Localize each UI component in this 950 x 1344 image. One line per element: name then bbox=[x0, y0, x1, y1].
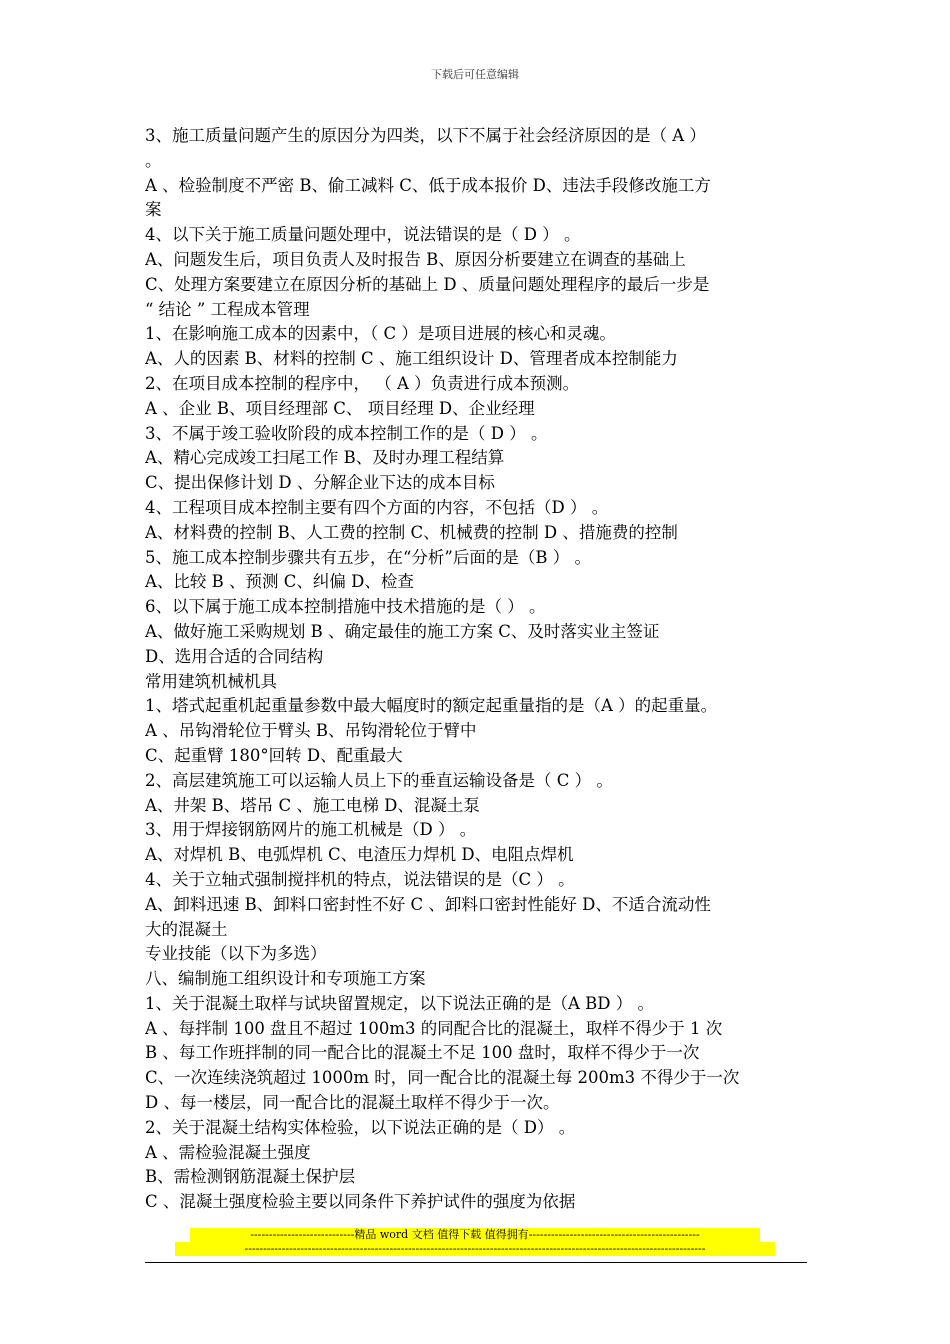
text-line: A 、需检验混凝土强度 bbox=[145, 1142, 311, 1162]
page-header: 下载后可任意编辑 bbox=[431, 68, 519, 81]
text-line: 1、关于混凝土取样与试块留置规定，以下说法正确的是（A BD ） 。 bbox=[145, 993, 655, 1013]
text-line: 大的混凝土 bbox=[145, 919, 228, 939]
text-line: 6、以下属于施工成本控制措施中技术措施的是（ ） 。 bbox=[145, 597, 546, 617]
text-line: A、井架 B、塔吊 C 、施工电梯 D、混凝土泵 bbox=[145, 795, 480, 815]
text-line: 4、以下关于施工质量问题处理中，说法错误的是（ D ） 。 bbox=[145, 225, 581, 245]
text-line: B 、每工作班拌制的同一配合比的混凝土不足 100 盘时，取样不得少于一次 bbox=[145, 1043, 700, 1063]
footer-dash-line: ---------------------------------------------------------------------------------------------------------------------------- bbox=[175, 1242, 775, 1256]
text-line: D 、每一楼层，同一配合比的混凝土取样不得少于一次。 bbox=[145, 1093, 560, 1113]
text-line: C、提出保修计划 D 、分解企业下达的成本目标 bbox=[145, 473, 495, 493]
section-heading: 常用建筑机械机具 bbox=[145, 671, 277, 691]
text-line: C 、混凝土强度检验主要以同条件下养护试件的强度为依据 bbox=[145, 1192, 576, 1212]
text-line: 2、关于混凝土结构实体检验，以下说法正确的是（ D） 。 bbox=[145, 1117, 576, 1137]
text-line: 1、塔式起重机起重量参数中最大幅度时的额定起重量指的是（A ）的起重量。 bbox=[145, 696, 718, 716]
section-heading: 八、编制施工组织设计和专项施工方案 bbox=[145, 969, 426, 989]
text-line: A、做好施工采购规划 B 、确定最佳的施工方案 C、及时落实业主签证 bbox=[145, 621, 660, 641]
text-line: 1、在影响施工成本的因素中，（ C ）是项目进展的核心和灵魂。 bbox=[145, 324, 616, 344]
text-line: 3、用于焊接钢筋网片的施工机械是（D ） 。 bbox=[145, 820, 477, 840]
text-line: 3、施工质量问题产生的原因分为四类，以下不属于社会经济原因的是（ A ） bbox=[145, 126, 706, 145]
text-line: A、人的因素 B、材料的控制 C 、施工组织设计 D、管理者成本控制能力 bbox=[145, 349, 678, 369]
text-line: A、材料费的控制 B、人工费的控制 C、机械费的控制 D 、措施费的控制 bbox=[145, 522, 678, 542]
text-line: 2、高层建筑施工可以运输人员上下的垂直运输设备是（ C ） 。 bbox=[145, 770, 613, 790]
text-line: A 、企业 B、项目经理部 C、 项目经理 D、企业经理 bbox=[145, 398, 535, 418]
text-line: A、比较 B 、预测 C、纠偏 D、检查 bbox=[145, 572, 414, 592]
text-line: C、一次连续浇筑超过 1000m 时，同一配合比的混凝土每 200m3 不得少于一次 bbox=[145, 1068, 740, 1088]
text-line: C、起重臂 180°回转 D、配重最大 bbox=[145, 745, 403, 765]
text-line: A 、每拌制 100 盘且不超过 100m3 的同配合比的混凝土，取样不得少于 1 次 bbox=[145, 1018, 723, 1038]
text-line: 5、施工成本控制步骤共有五步，在“分析”后面的是（B ） 。 bbox=[145, 547, 591, 567]
section-heading: 专业技能（以下为多选） bbox=[145, 944, 327, 964]
text-line: 。 bbox=[145, 150, 162, 170]
text-line: C、处理方案要建立在原因分析的基础上 D 、质量问题处理程序的最后一步是 bbox=[145, 274, 710, 294]
text-line: “ 结论 ” 工程成本管理 bbox=[145, 299, 310, 319]
text-line: A、对焊机 B、电弧焊机 C、电渣压力焊机 D、电阻点焊机 bbox=[145, 845, 574, 865]
page-footer bbox=[0, 1228, 950, 1256]
footer-divider bbox=[145, 1262, 807, 1263]
text-line: 案 bbox=[145, 200, 162, 220]
text-line: B、需检测钢筋混凝土保护层 bbox=[145, 1167, 356, 1187]
text-line: A、精心完成竣工扫尾工作 B、及时办理工程结算 bbox=[145, 448, 505, 468]
text-line: A、卸料迅速 B、卸料口密封性不好 C 、卸料口密封性能好 D、不适合流动性 bbox=[145, 894, 711, 914]
footer-banner: ----------------------------精品 word 文档 值得下载 值得拥有---------------------------------------------- bbox=[190, 1228, 760, 1242]
document-body bbox=[145, 124, 810, 1215]
text-line: A 、检验制度不严密 B、偷工减料 C、低于成本报价 D、违法手段修改施工方 bbox=[145, 175, 711, 195]
text-line: A、问题发生后，项目负责人及时报告 B、原因分析要建立在调查的基础上 bbox=[145, 249, 686, 269]
text-line: 4、关于立轴式强制搅拌机的特点，说法错误的是（C ） 。 bbox=[145, 869, 575, 889]
text-line: A 、吊钩滑轮位于臂头 B、吊钩滑轮位于臂中 bbox=[145, 721, 477, 741]
text-line: 2、在项目成本控制的程序中， （ A ）负责进行成本预测。 bbox=[145, 373, 580, 393]
text-line: D、选用合适的合同结构 bbox=[145, 646, 324, 666]
text-line: 4、工程项目成本控制主要有四个方面的内容，不包括（D ） 。 bbox=[145, 497, 609, 517]
text-line: 3、不属于竣工验收阶段的成本控制工作的是（ D ） 。 bbox=[145, 423, 548, 443]
